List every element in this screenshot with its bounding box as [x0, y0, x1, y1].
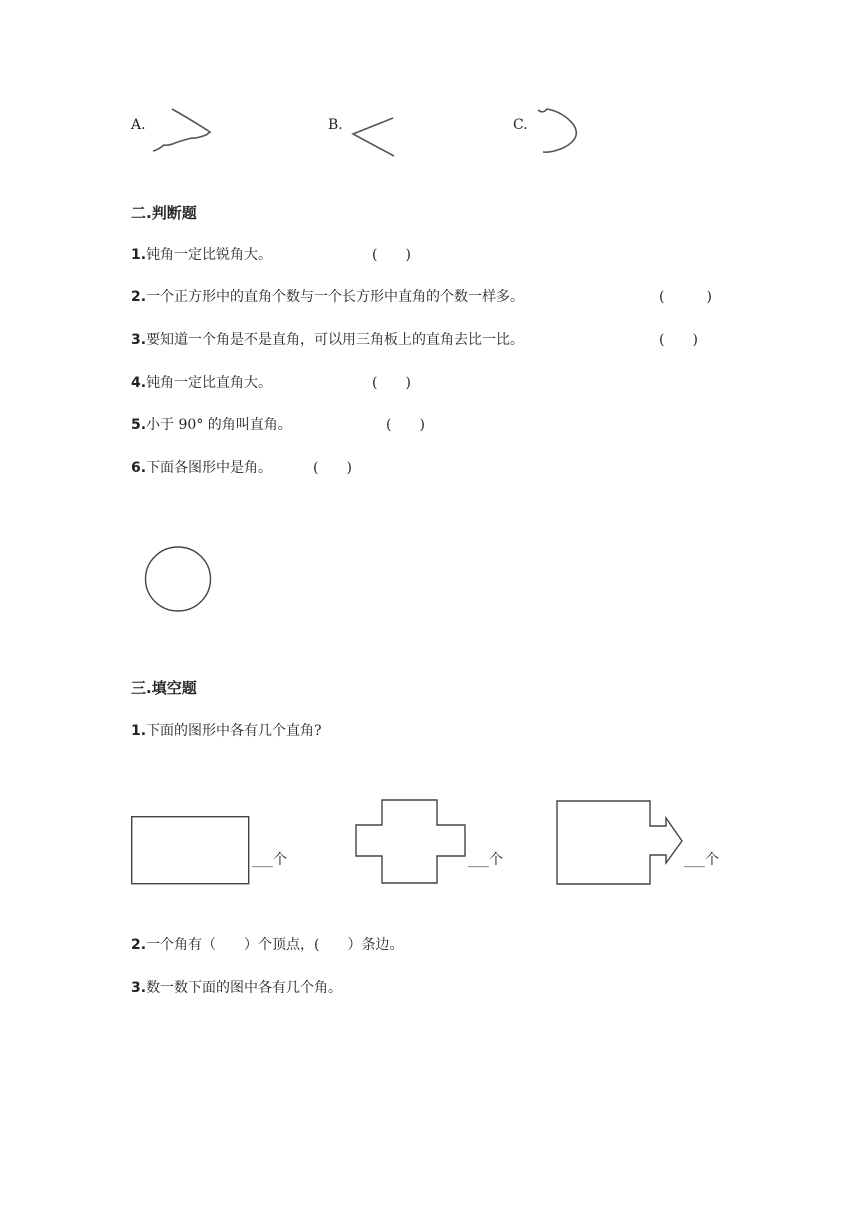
answer-blank-arrow-rectangle[interactable]: ___个 — [684, 852, 719, 868]
option-a-figure — [150, 105, 220, 160]
option-c-label: C. — [513, 117, 528, 133]
question-number: 3. — [131, 332, 147, 348]
question-text: 钝角一定比直角大。 — [146, 375, 273, 391]
answer-paren-6[interactable]: ( ) — [313, 460, 352, 476]
option-b-figure — [350, 114, 400, 159]
option-a-label: A. — [131, 117, 146, 133]
question-text: 要知道一个角是不是直角，可以用三角板上的直角去比一比。 — [146, 332, 525, 348]
question-text: 数一数下面的图中各有几个角。 — [146, 980, 343, 996]
fill-question-1 — [131, 720, 322, 740]
option-b-label: B. — [328, 117, 343, 133]
question-text: 小于 90° 的角叫直角。 — [146, 417, 292, 433]
answer-paren-5[interactable]: ( ) — [386, 417, 425, 433]
fill-question-2 — [131, 934, 404, 954]
answer-paren-2[interactable]: ( ) — [659, 289, 712, 305]
cross-figure — [355, 799, 467, 885]
question-number: 6. — [131, 460, 147, 476]
question-number: 2. — [131, 289, 147, 305]
answer-blank-rectangle[interactable]: ___个 — [252, 852, 287, 868]
answer-paren-1[interactable]: ( ) — [372, 247, 411, 263]
judge-question-6 — [131, 457, 272, 477]
judge-question-2 — [131, 286, 524, 306]
question-number: 2. — [131, 937, 147, 953]
question-number: 3. — [131, 980, 147, 996]
question-number: 5. — [131, 417, 147, 433]
question-number: 4. — [131, 375, 147, 391]
section-2-title: 二.判断题 — [131, 204, 197, 222]
answer-blank-cross[interactable]: ___个 — [468, 852, 503, 868]
section-3-title: 三.填空题 — [131, 679, 197, 697]
question-number: 1. — [131, 247, 147, 263]
option-c-figure — [533, 106, 588, 158]
question-text: 一个角有（ ）个顶点，( ）条边。 — [146, 937, 404, 953]
judge-question-1 — [131, 244, 272, 264]
question-text: 下面各图形中是角。 — [146, 460, 273, 476]
judge-question-4 — [131, 372, 272, 392]
judge-question-3 — [131, 329, 524, 349]
circle-figure — [142, 545, 214, 613]
answer-paren-4[interactable]: ( ) — [372, 375, 411, 391]
judge-question-5 — [131, 414, 292, 434]
answer-paren-3[interactable]: ( ) — [659, 332, 698, 348]
arrow-rectangle-figure — [556, 800, 684, 886]
question-text: 下面的图形中各有几个直角? — [146, 723, 322, 739]
fill-question-3 — [131, 977, 342, 997]
question-number: 1. — [131, 723, 147, 739]
rectangle-figure — [131, 816, 251, 886]
question-text: 钝角一定比锐角大。 — [146, 247, 273, 263]
question-text: 一个正方形中的直角个数与一个长方形中直角的个数一样多。 — [146, 289, 525, 305]
